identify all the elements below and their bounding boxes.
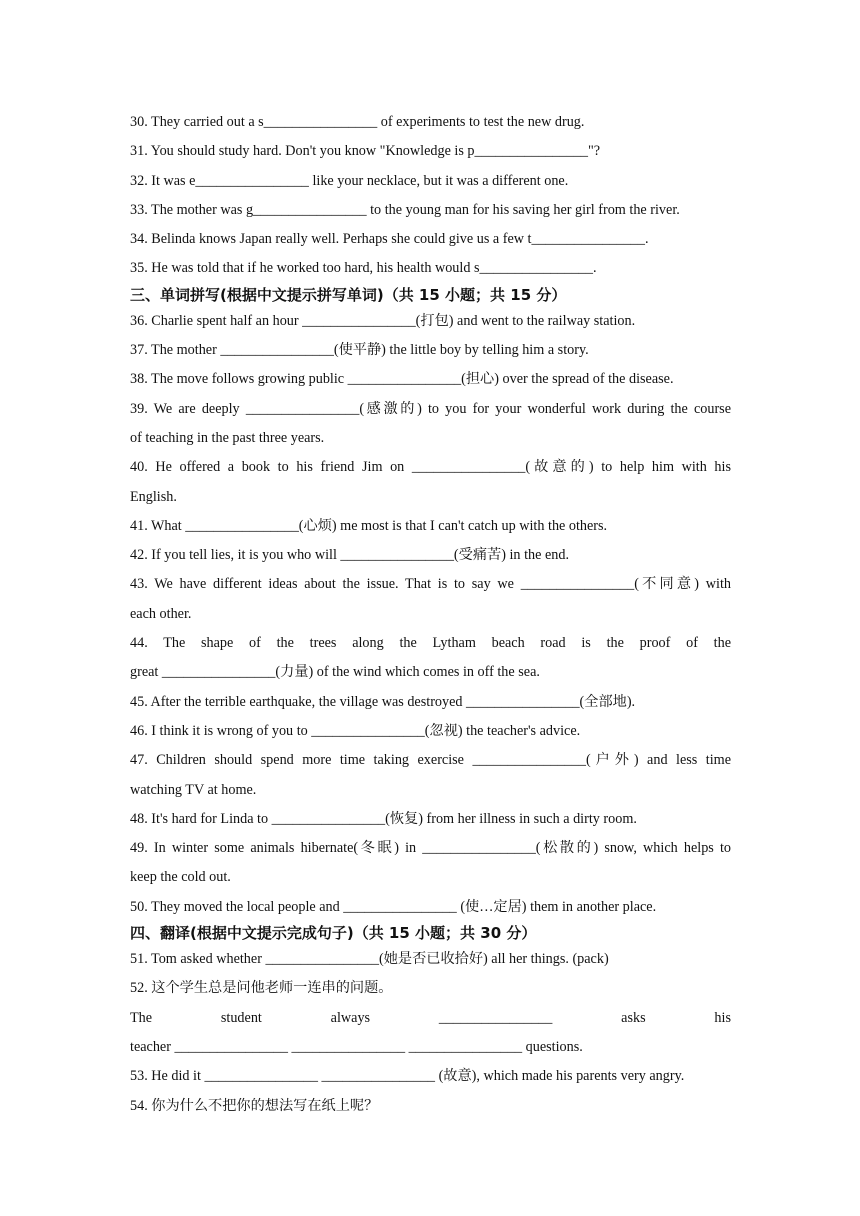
question-32: 32. It was e________________ like your necklace, but it was a different one. xyxy=(130,172,569,189)
question-50: 50. They moved the local people and ________________ (使…定居) them in another place. xyxy=(130,898,657,915)
question-31: 31. You should study hard. Don't you know "Knowledge is p________________"? xyxy=(130,143,601,160)
question-43-cont: each other. xyxy=(130,605,192,622)
question-41: 41. What ________________(心烦) me most is that I can't catch up with the others. xyxy=(130,517,608,534)
question-43: 43. We have different ideas about the issue. That is to say we ________________(不同意) with xyxy=(130,576,731,593)
question-52-english: The student always ________________ asks his xyxy=(130,1009,731,1026)
question-48: 48. It's hard for Linda to ________________(恢复) from her illness in such a dirty room. xyxy=(130,810,637,827)
section-heading-spelling: 三、单词拼写(根据中文提示拼写单词)（共 15 小题；共 15 分） xyxy=(130,285,567,304)
question-38: 38. The move follows growing public ________________(担心) over the spread of the disease. xyxy=(130,371,674,388)
section-heading-translation: 四、翻译(根据中文提示完成句子)（共 15 小题；共 30 分） xyxy=(130,924,537,943)
question-40-cont: English. xyxy=(130,488,177,505)
question-45: 45. After the terrible earthquake, the village was destroyed ________________(全部地). xyxy=(130,693,636,710)
question-36: 36. Charlie spent half an hour ________________(打包) and went to the railway station. xyxy=(130,312,636,329)
question-30: 30. They carried out a s________________ of experiments to test the new drug. xyxy=(130,114,585,130)
question-47-cont: watching TV at home. xyxy=(130,781,257,798)
question-54: 54. 你为什么不把你的想法写在纸上呢？ xyxy=(130,1097,379,1114)
question-37: 37. The mother ________________(使平静) the little boy by telling him a story. xyxy=(130,342,589,359)
question-40: 40. He offered a book to his friend Jim on ________________(故意的) to help him with his xyxy=(130,459,731,476)
question-49: 49. In winter some animals hibernate(冬眠) in ________________(松散的) snow, which helps to xyxy=(130,840,731,857)
question-33: 33. The mother was g________________ to the young man for his saving her girl from the river. xyxy=(130,201,680,218)
question-52-cont: teacher ________________ ________________ ________________ questions. xyxy=(130,1038,583,1055)
question-39-cont: of teaching in the past three years. xyxy=(130,429,325,446)
question-53: 53. He did it ________________ ________________ (故意), which made his parents very angry. xyxy=(130,1068,685,1085)
question-35: 35. He was told that if he worked too hard, his health would s________________. xyxy=(130,260,597,277)
question-52: 52. 这个学生总是问他老师一连串的问题。 xyxy=(130,980,393,997)
question-46: 46. I think it is wrong of you to ________________(忽视) the teacher's advice. xyxy=(130,722,581,739)
question-42: 42. If you tell lies, it is you who will ________________(受痛苦) in the end. xyxy=(130,547,569,564)
question-44-cont: great ________________(力量) of the wind which comes in off the sea. xyxy=(130,664,540,681)
question-51: 51. Tom asked whether ________________(她是否已收拾好) all her things. (pack) xyxy=(130,951,609,968)
question-47: 47. Children should spend more time taking exercise ________________(户外) and less time xyxy=(130,752,731,769)
question-39: 39. We are deeply ________________(感激的) to you for your wonderful work during the course xyxy=(130,400,731,417)
question-49-cont: keep the cold out. xyxy=(130,869,231,886)
document-body xyxy=(130,108,731,1121)
question-34: 34. Belinda knows Japan really well. Perhaps she could give us a few t________________. xyxy=(130,231,649,248)
question-44: 44. The shape of the trees along the Lytham beach road is the proof of the xyxy=(130,635,731,652)
